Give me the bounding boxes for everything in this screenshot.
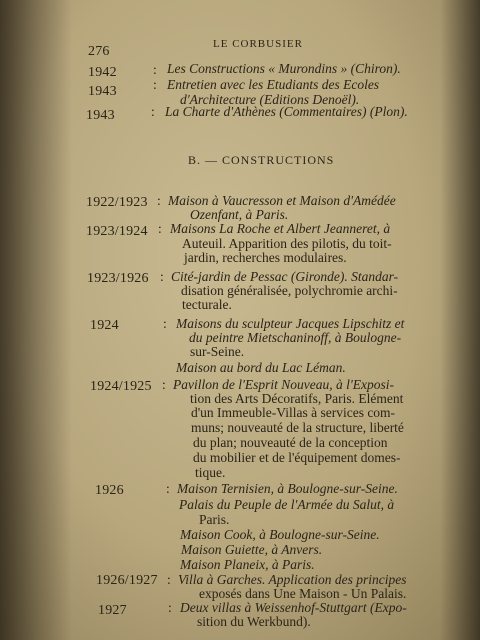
entry-line: jardin, recherches modulaires. <box>184 250 347 265</box>
entry-line: La Charte d'Athènes (Commentaires) (Plon). <box>165 104 408 119</box>
entry-line: Ozenfant, à Paris. <box>190 207 289 222</box>
entry-year: 1926/1927 <box>96 573 158 588</box>
entry-line: Maisons La Roche et Albert Jeanneret, à <box>170 221 391 236</box>
entry-line: Maison Planeix, à Paris. <box>180 557 315 572</box>
entry-line: du peintre Mietschaninoff, à Boulogne- <box>189 330 402 345</box>
entry-year: 1923/1926 <box>87 271 149 286</box>
entry-line: exposés dans Une Maison - Un Palais. <box>199 586 407 601</box>
entry-line: tique. <box>195 465 226 480</box>
entry-line: disation généralisée, polychromie archi- <box>181 283 398 298</box>
running-title: LE CORBUSIER <box>213 38 303 50</box>
entry-line: Cité-jardin de Pessac (Gironde). Standar- <box>171 269 399 284</box>
entry-colon: : <box>162 377 166 392</box>
entry-colon: : <box>153 77 157 92</box>
entry-year: 1926 <box>95 483 124 498</box>
entry-line: Villa à Garches. Application des principes <box>178 572 407 587</box>
entry-year: 1942 <box>88 65 117 80</box>
entry-line: Maison Cook, à Boulogne-sur-Seine. <box>180 527 380 542</box>
entry-year: 1943 <box>86 108 115 123</box>
entry-line: du plan; nouveauté de la conception <box>193 435 388 450</box>
section-heading: B. — CONSTRUCTIONS <box>188 153 335 167</box>
entry-year: 1923/1924 <box>86 224 148 239</box>
entry-line: Les Constructions « Murondins » (Chiron). <box>167 61 401 76</box>
entry-colon: : <box>153 62 157 77</box>
entry-line: Maison à Vaucresson et Maison d'Amédée <box>168 193 396 208</box>
page-number: 276 <box>88 44 110 59</box>
entry-year: 1922/1923 <box>86 195 148 210</box>
entry-colon: : <box>163 316 167 331</box>
entry-colon: : <box>167 572 171 587</box>
entry-year: 1924 <box>90 318 119 333</box>
entry-year: 1927 <box>98 603 127 618</box>
entry-colon: : <box>157 193 161 208</box>
entry-line: sition du Werkbund). <box>197 614 311 629</box>
entry-line: Pavillon de l'Esprit Nouveau, à l'Exposi- <box>173 377 394 392</box>
page-gutter-shadow <box>0 0 72 640</box>
entry-colon: : <box>168 600 172 615</box>
entry-year: 1924/1925 <box>90 379 152 394</box>
entry-line: tion des Arts Décoratifs, Paris. Elément <box>190 391 404 406</box>
entry-line: Maison au bord du Lac Léman. <box>176 360 346 375</box>
entry-line: sur-Seine. <box>190 344 245 359</box>
entry-line: d'Architecture (Editions Denoël). <box>180 92 360 107</box>
entry-line: tecturale. <box>182 297 232 312</box>
entry-line: Auteuil. Apparition des pilotis, du toit- <box>182 236 392 251</box>
entry-colon: : <box>166 481 170 496</box>
page-edge-shadow <box>440 0 480 640</box>
entry-line: Paris. <box>199 512 230 527</box>
entry-line: Entretien avec les Etudiants des Ecoles <box>167 77 380 92</box>
entry-line: muns; nouveauté de la structure, liberté <box>191 420 404 435</box>
entry-line: Deux villas à Weissenhof-Stuttgart (Expo- <box>180 600 407 615</box>
entry-line: Maison Guiette, à Anvers. <box>181 542 323 557</box>
entry-year: 1943 <box>88 84 117 99</box>
entry-line: du mobilier et de l'équipement domes- <box>193 450 401 465</box>
entry-colon: : <box>151 104 155 119</box>
entry-colon: : <box>158 221 162 236</box>
entry-line: Maisons du sculpteur Jacques Lipschitz et <box>176 316 405 331</box>
entry-colon: : <box>160 269 164 284</box>
entry-line: Maison Ternisien, à Boulogne-sur-Seine. <box>177 481 398 496</box>
entry-line: Palais du Peuple de l'Armée du Salut, à <box>179 497 395 512</box>
entry-line: d'un Immeuble-Villas à services com- <box>191 405 396 420</box>
